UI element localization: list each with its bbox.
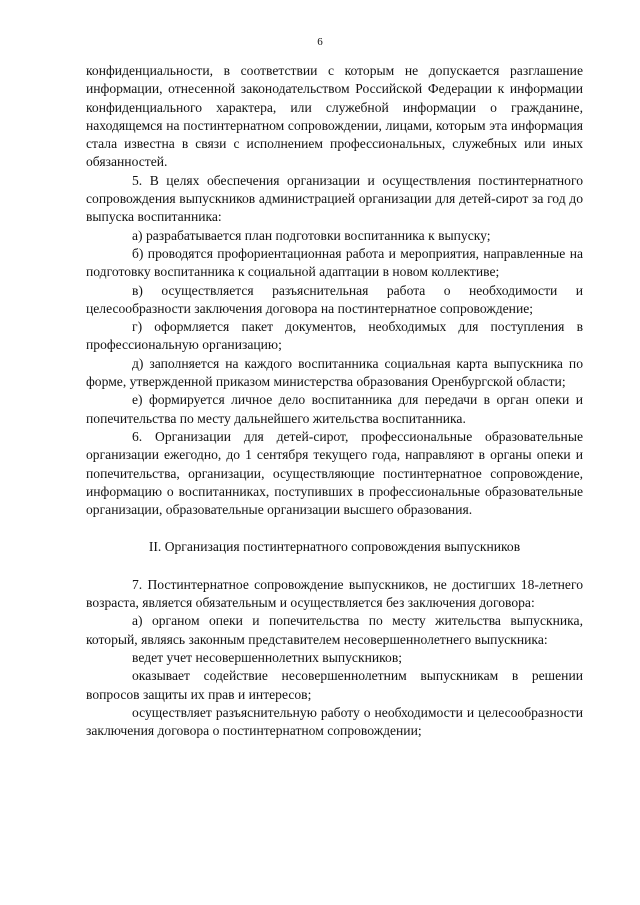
page-number: 6 <box>317 36 323 48</box>
paragraph: 5. В целях обеспечения организации и осуществления постинтернатного сопровождения выпускников администрацией организации для детей-сирот за год до выпуска воспитанника: <box>86 172 583 225</box>
list-item: в) осуществляется разъяснительная работа о необходимости и целесообразности заключения договора на постинтернатное сопровождение; <box>86 282 583 316</box>
list-item: ведет учет несовершеннолетних выпускников; <box>132 649 403 665</box>
list-item: е) формируется личное дело воспитанника для передачи в орган опеки и попечительства по месту дальнейшего жительства воспитанника. <box>86 392 583 426</box>
paragraph: конфиденциальности, в соответствии с которым не допускается разглашение информации, отнесенной законодательством Российской Федерации к информации конфиденциального характера, или служебной информации о гражданине, находящемся на постинтернатном сопровождении, лицами, которым эта информация стала известна в связи с исполнением профессиональных, служебных или иных обязанностей. <box>86 63 583 170</box>
list-item: б) проводятся профориентационная работа и мероприятия, направленные на подготовку воспитанника к социальной адаптации в новом коллективе; <box>86 245 583 280</box>
section-heading: II. Организация постинтернатного сопровождения выпускников <box>148 539 521 555</box>
document-body <box>86 62 583 740</box>
list-item: оказывает содействие несовершеннолетним выпускникам в решении вопросов защиты их прав и интересов; <box>86 668 583 702</box>
list-item: г) оформляется пакет документов, необходимых для поступления в профессиональную организацию; <box>86 319 583 353</box>
list-item: д) заполняется на каждого воспитанника социальная карта выпускника по форме, утвержденной приказом министерства образования Оренбургской области; <box>86 355 583 390</box>
paragraph: 6. Организации для детей-сирот, профессиональные образовательные организации ежегодно, до 1 сентября текущего года, направляют в органы опеки и попечительства, организации, осуществляющие постинтернатное сопровождение, информацию о воспитанниках, поступивших в профессиональные образовательные организации, образовательные организации высшего образования. <box>86 428 583 518</box>
list-item: осуществляет разъяснительную работу о необходимости и целесообразности заключения договора о постинтернатном сопровождении; <box>86 704 583 739</box>
list-item: а) органом опеки и попечительства по месту жительства выпускника, который, являясь законным представителем несовершеннолетнего выпускника: <box>86 613 583 647</box>
paragraph: 7. Постинтернатное сопровождение выпускников, не достигших 18-летнего возраста, является обязательным и осуществляется без заключения договора: <box>86 576 583 611</box>
list-item: а) разрабатывается план подготовки воспитанника к выпуску; <box>132 227 491 243</box>
